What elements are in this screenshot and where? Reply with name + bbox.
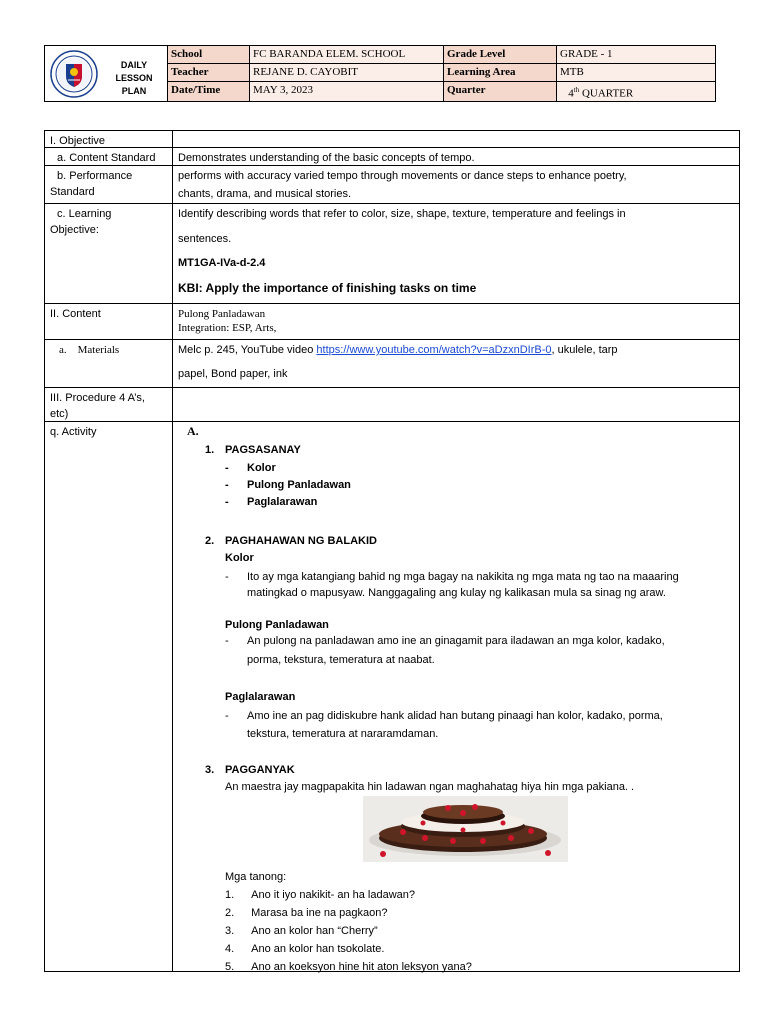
activity-content: A. 1. PAGSASANAY - Kolor - Pulong Panladawan - Paglalarawan 2. PAGHAHAWAN NG BALAKID Kolor - Ito ay mga katangiang bahid ng mga bagay na nakikita ng mga mata ng tao na maaaring matingkad o mapusyaw. Nanggagaling ang kulay ng kalikasan mula sa sinag ng araw. Pulong Panladawan - An pulong na panladawan amo ine an ginagamit para iladawan an mga kolor, kadako, porma, tekstura, temeratura at naabat. Paglalarawan - Amo ine an pag didiskubre hank alidad han butang pinaagi han kolor, kadako, porma, tekstura, temeratura at nararamdaman. 3. PAGGANYAK An maestra jay magpapakita hin ladawan ngan maghahatag hiya hin mga pakiana. . Mga tanong: 1. Ano it iyo nakikit- an ha ladawan? 2. Marasa ba ine na pagkaon? 3. Ano an kolor han “Cherry” 4. Ano an kolor han tsokolate. 5. Ano an koeksyon hine hit aton leksyon yana? — [187, 424, 679, 973]
header-row-date — [168, 82, 715, 101]
pulong-heading: Pulong Panladawan — [225, 619, 329, 631]
kolor-heading: Kolor — [225, 552, 254, 564]
materials-row — [45, 340, 739, 388]
list-item: - An pulong na panladawan amo ine an ginagamit para iladawan an mga kolor, kadako, — [225, 635, 665, 647]
content-text: Pulong Panladawan Integration: ESP, Arts, — [178, 308, 277, 334]
section-pagsasanay: 1. PAGSASANAY — [205, 444, 301, 456]
date-time-label: Date/Time — [168, 82, 250, 101]
questions-heading: Mga tanong: — [225, 871, 287, 883]
list-item: - Pulong Panladawan — [225, 479, 351, 491]
quarter-label: Quarter — [444, 82, 557, 101]
youtube-video-link[interactable]: https://www.youtube.com/watch?v=aDzxnDIrB-0 — [316, 344, 552, 356]
section-paghahawan: 2. PAGHAHAWAN NG BALAKID — [205, 535, 377, 547]
question-item: 1. Ano it iyo nakikit- an ha ladawan? — [225, 889, 416, 901]
learning-objective-row — [45, 204, 739, 304]
header-row-teacher — [168, 64, 715, 82]
performance-standard-label: b. Performance Standard — [45, 166, 173, 203]
grade-level-label: Grade Level — [444, 46, 557, 64]
lesson-plan-header — [44, 45, 716, 102]
activity-label: q. Activity — [45, 422, 173, 971]
activity-heading: A. — [187, 424, 199, 438]
header-row-school — [168, 46, 715, 64]
learning-area-label: Learning Area — [444, 64, 557, 82]
question-item: 4. Ano an kolor han tsokolate. — [225, 943, 385, 955]
content-row — [45, 304, 739, 340]
date-time-value: MAY 3, 2023 — [250, 82, 444, 101]
logo-cell — [45, 46, 168, 101]
kbi-text: KBI: Apply the importance of finishing tasks on time — [178, 281, 477, 295]
learning-objective-label: c. Learning Objective: — [45, 204, 173, 303]
list-item: - Ito ay mga katangiang bahid ng mga bagay na nakikita ng mga mata ng tao na maaaring — [225, 571, 679, 583]
content-standard-row — [45, 148, 739, 166]
lesson-plan-table — [44, 130, 740, 972]
competency-code: MT1GA-IVa-d-2.4 — [178, 257, 266, 269]
deped-seal-logo — [50, 50, 98, 98]
paglalarawan-heading: Paglalarawan — [225, 691, 296, 703]
question-item: 5. Ano an koeksyon hine hit aton leksyon yana? — [225, 961, 472, 973]
chocolate-cake-image — [363, 796, 568, 862]
objective-label: I. Objective — [45, 131, 173, 147]
header-info-grid — [168, 46, 715, 101]
performance-standard-row — [45, 166, 739, 204]
teacher-value: REJANE D. CAYOBIT — [250, 64, 444, 82]
list-item: - Paglalarawan — [225, 496, 318, 508]
quarter-value: 4th QUARTER — [557, 82, 715, 101]
activity-row — [45, 422, 739, 971]
list-item: - Kolor — [225, 462, 276, 474]
content-standard-label: a. Content Standard — [45, 148, 173, 165]
school-label: School — [168, 46, 250, 64]
procedure-label: III. Procedure 4 A’s, etc) — [45, 388, 173, 421]
materials-label: a. Materials — [45, 340, 173, 387]
list-item: - Amo ine an pag didiskubre hank alidad han butang pinaagi han kolor, kadako, porma, — [225, 710, 663, 722]
learning-objective-text: Identify describing words that refer to color, size, shape, texture, temperature and feelings in sentences. MT1GA-IVa-d-2.4 KBI: Apply the importance of finishing tasks on time — [178, 208, 626, 295]
question-item: 2. Marasa ba ine na pagkaon? — [225, 907, 388, 919]
daily-lesson-plan-title: DAILY LESSON PLAN — [115, 60, 153, 96]
school-value: FC BARANDA ELEM. SCHOOL — [250, 46, 444, 64]
question-item: 3. Ano an kolor han “Cherry” — [225, 925, 378, 937]
section-pagganyak: 3. PAGGANYAK — [205, 764, 295, 776]
teacher-label: Teacher — [168, 64, 250, 82]
procedure-row — [45, 388, 739, 422]
grade-level-value: GRADE - 1 — [557, 46, 715, 64]
performance-standard-text: performs with accuracy varied tempo through movements or dance steps to enhance poetry, chants, drama, and musical stories. — [178, 170, 627, 200]
materials-text: Melc p. 245, YouTube video https://www.youtube.com/watch?v=aDzxnDIrB-0, ukulele, tarp papel, Bond paper, ink — [178, 344, 618, 380]
content-standard-text: Demonstrates understanding of the basic concepts of tempo. — [178, 152, 475, 164]
content-label: II. Content — [45, 304, 173, 339]
pagganyak-text: An maestra jay magpapakita hin ladawan ngan maghahatag hiya hin mga pakiana. . — [225, 781, 635, 793]
learning-area-value: MTB — [557, 64, 715, 82]
objective-row — [45, 131, 739, 148]
